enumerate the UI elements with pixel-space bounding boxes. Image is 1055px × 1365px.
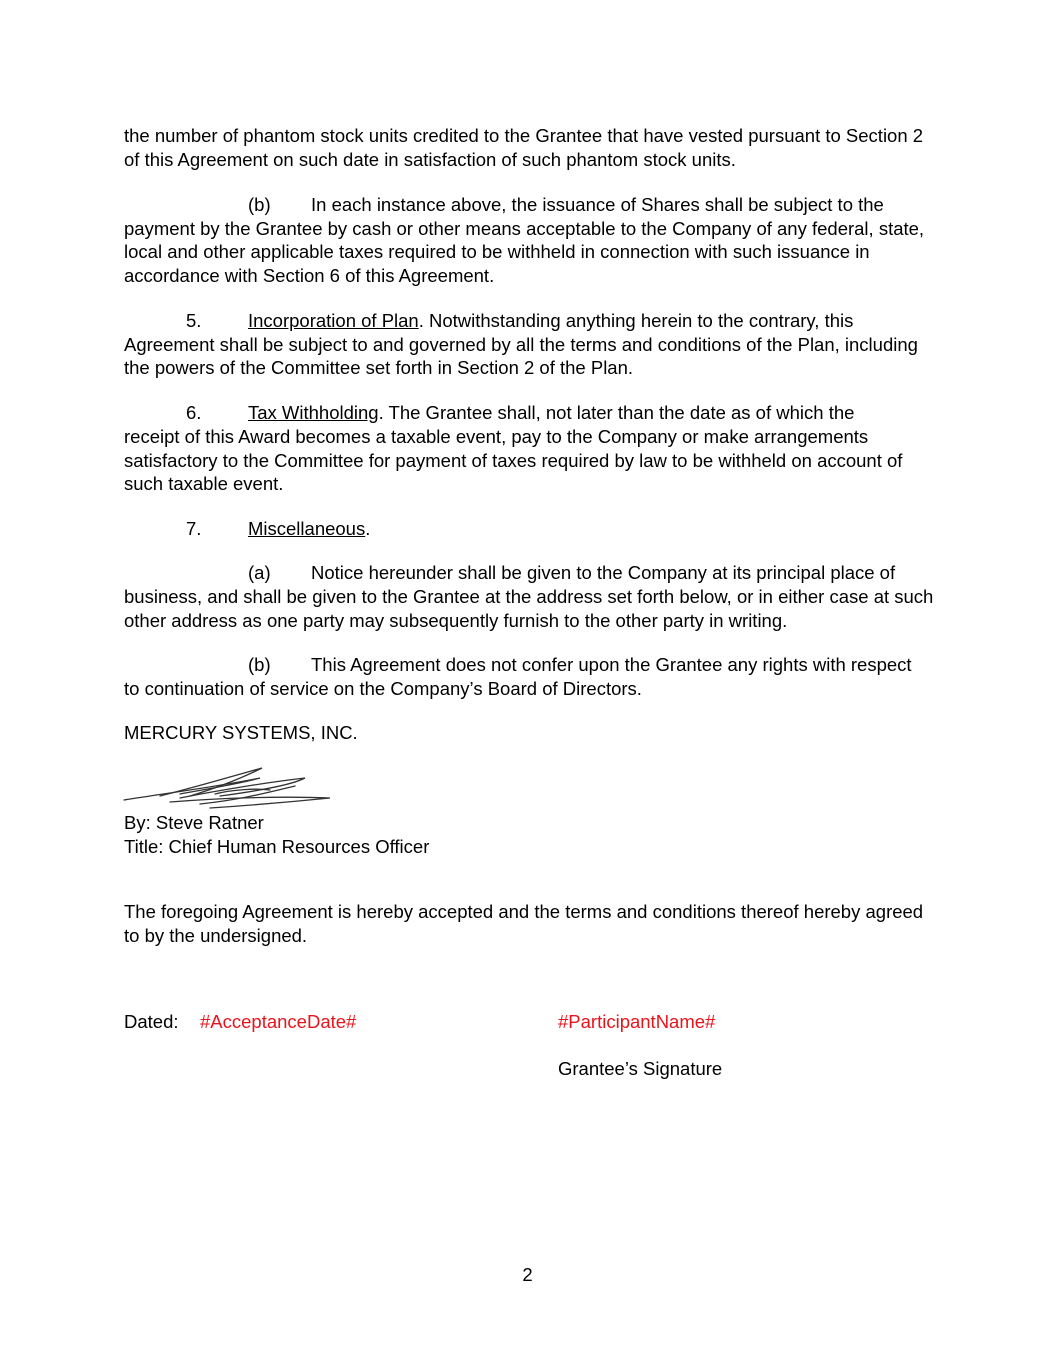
dated-label: Dated:	[124, 1011, 179, 1032]
section-6-line-2: receipt of this Award becomes a taxable event, pay to the Company or make arrangements	[124, 426, 869, 447]
signer-title: Title: Chief Human Resources Officer	[124, 836, 430, 857]
section-7-heading: Miscellaneous	[248, 518, 366, 539]
section-6-number: 6.	[186, 402, 202, 423]
section-5-line-3: the powers of the Committee set forth in Section 2 of the Plan.	[124, 357, 634, 378]
para-7b-line-2: to continuation of service on the Company’s Board of Directors.	[124, 678, 642, 699]
section-6-first-line	[248, 402, 854, 424]
section-5-first-tail: . Notwithstanding anything herein to the contrary, this	[418, 310, 854, 331]
section-6-heading: Tax Withholding	[248, 402, 379, 423]
para-7a-label: (a)	[248, 562, 271, 583]
para-4b-line-2: payment by the Grantee by cash or other means acceptable to the Company of any federal, state,	[124, 218, 925, 239]
acceptance-date-placeholder: #AcceptanceDate#	[200, 1011, 357, 1032]
para-4b-label: (b)	[248, 194, 271, 215]
section-7-heading-line	[248, 518, 370, 540]
company-name: MERCURY SYSTEMS, INC.	[124, 722, 358, 743]
para-4b-line-4: accordance with Section 6 of this Agreement.	[124, 265, 495, 286]
intro-line-2: of this Agreement on such date in satisfaction of such phantom stock units.	[124, 149, 736, 170]
section-6-line-4: such taxable event.	[124, 473, 284, 494]
para-7a-line-1: Notice hereunder shall be given to the Company at its principal place of	[311, 562, 896, 583]
para-7b-label: (b)	[248, 654, 271, 675]
para-7a-line-3: other address as one party may subsequently furnish to the other party in writing.	[124, 610, 788, 631]
acceptance-line-2: to by the undersigned.	[124, 925, 308, 946]
section-7-number: 7.	[186, 518, 202, 539]
acceptance-line-1: The foregoing Agreement is hereby accepted and the terms and conditions thereof hereby agreed	[124, 901, 924, 922]
signature-image	[120, 760, 340, 815]
para-7a-line-2: business, and shall be given to the Grantee at the address set forth below, or in either case at such	[124, 586, 934, 607]
section-5-number: 5.	[186, 310, 202, 331]
section-7-tail: .	[365, 518, 371, 539]
intro-line-1: the number of phantom stock units credited to the Grantee that have vested pursuant to Section 2	[124, 125, 924, 146]
para-4b-line-3: local and other applicable taxes required to be withheld in connection with such issuance in	[124, 241, 870, 262]
section-5-line-2: Agreement shall be subject to and governed by all the terms and conditions of the Plan, including	[124, 334, 918, 355]
page-number: 2	[522, 1264, 533, 1285]
section-6-line-3: satisfactory to the Committee for payment of taxes required by law to be withheld on account of	[124, 450, 903, 471]
para-7b-line-1: This Agreement does not confer upon the Grantee any rights with respect	[311, 654, 912, 675]
grantee-signature-label: Grantee’s Signature	[558, 1058, 723, 1079]
para-4b-line-1: In each instance above, the issuance of Shares shall be subject to the	[311, 194, 884, 215]
section-5-first-line	[248, 310, 853, 332]
signer-by: By: Steve Ratner	[124, 812, 264, 833]
participant-name-placeholder: #ParticipantName#	[558, 1011, 716, 1032]
section-6-first-tail: . The Grantee shall, not later than the date as of which the	[378, 402, 855, 423]
section-5-heading: Incorporation of Plan	[248, 310, 419, 331]
